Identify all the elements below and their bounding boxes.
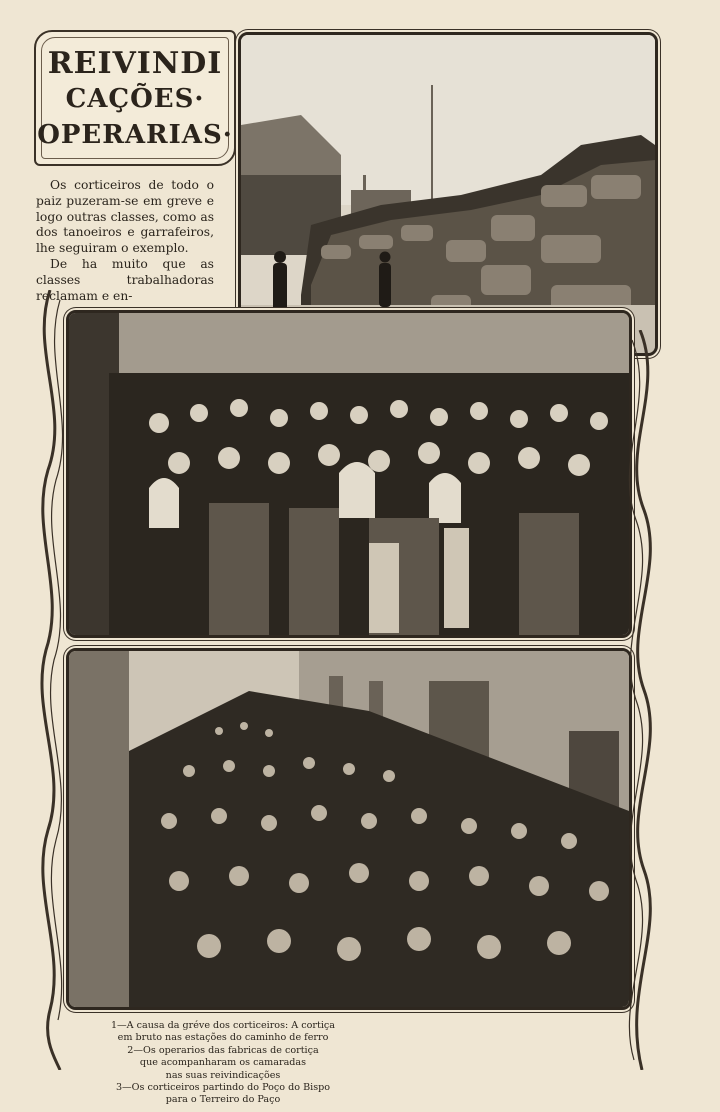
caption-line-3: 2—Os operarios das fabricas de cortiça bbox=[127, 1044, 319, 1056]
decorative-border-left bbox=[30, 290, 80, 1070]
intro-paragraph-2: De ha muito que as classes trabalhadoras reclamam e en- bbox=[36, 256, 214, 303]
photo-street-march-image bbox=[69, 651, 629, 1007]
title-line-1: REIVINDI bbox=[47, 46, 223, 81]
caption-line-1: 1—A causa da gréve dos corticeiros: A cortiça bbox=[110, 1020, 336, 1031]
photo-factory-workers bbox=[66, 310, 632, 638]
photo-street-march bbox=[66, 648, 632, 1010]
caption-line-4: que acompanharam os camaradas bbox=[139, 1057, 307, 1069]
photo-cork-bales-image bbox=[241, 35, 655, 353]
caption-line-5: nas suas reivindicações bbox=[165, 1069, 281, 1081]
title-cartouche bbox=[34, 30, 236, 166]
photo-caption bbox=[100, 1020, 346, 1107]
intro-paragraph-1: Os corticeiros de todo o paiz puzeram-se em greve e logo outras classes, como as dos tanoeiros e garrafeiros, lhe seguiram o exemplo. bbox=[36, 178, 214, 256]
photo-cork-bales bbox=[238, 32, 658, 356]
caption-line-7: para o Terreiro do Paço bbox=[165, 1094, 281, 1106]
caption-line-2: em bruto nas estações do caminho de ferro bbox=[117, 1032, 329, 1044]
intro-text bbox=[36, 178, 214, 304]
title-line-3: OPERARIAS· bbox=[37, 120, 233, 150]
caption-line-6: 3—Os corticeiros partindo do Poço do Bispo bbox=[115, 1082, 331, 1094]
photo-factory-workers-image bbox=[69, 313, 629, 635]
decorative-border-right bbox=[610, 330, 670, 1070]
title-line-2: CAÇÕES· bbox=[65, 84, 205, 114]
